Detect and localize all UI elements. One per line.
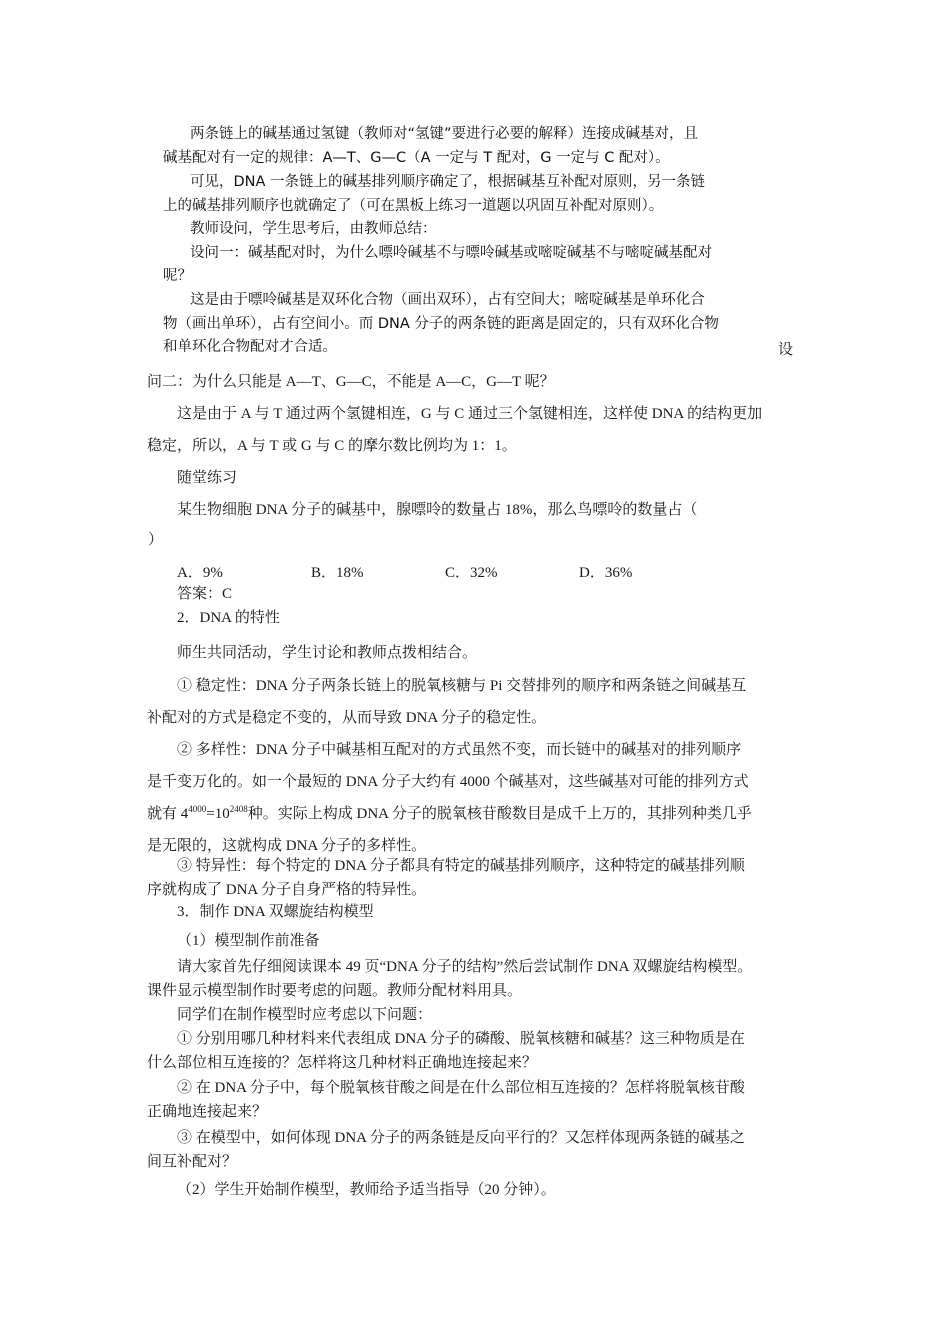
stability-line: ① 稳定性：DNA 分子两条长链上的脱氧核糖与 Pi 交替排列的顺序和两条链之间碱基互 <box>177 678 747 694</box>
specificity-line: 序就构成了 DNA 分子自身严格的特异性。 <box>147 882 427 898</box>
diversity-line: 是无限的，这就构成 DNA 分子的多样性。 <box>147 838 427 854</box>
option-d: D．36% <box>579 565 633 581</box>
scan-line: 上的碱基排列顺序也就确定了（可在黑板上练习一道题以巩固互补配对原则）。 <box>163 198 664 214</box>
question-line: 正确地连接起来？ <box>147 1104 268 1120</box>
section-title: 3．制作 DNA 双螺旋结构模型 <box>177 904 374 920</box>
question-line: 什么部位相互连接的？怎样将这几种材料正确地连接起来？ <box>147 1055 538 1071</box>
section-title: 2．DNA 的特性 <box>177 610 280 626</box>
scan-line: 教师设问，学生思考后，由教师总结： <box>190 221 437 237</box>
diversity-line: 是千变万化的。如一个最短的 DNA 分子大约有 4000 个碱基对，这些碱基对可能的排列方式 <box>147 774 749 790</box>
scan-line: 可见，DNA 一条链上的碱基排列顺序确定了，根据碱基互补配对原则，另一条链 <box>190 174 706 190</box>
diversity-line: ② 多样性：DNA 分子中碱基相互配对的方式虽然不变，而长链中的碱基对的排列顺序 <box>177 742 742 758</box>
trailing-char: 设 <box>778 342 794 358</box>
text-fragment: =10 <box>206 806 230 822</box>
option-a: A．9% <box>177 565 223 581</box>
specificity-line: ③ 特异性：每个特定的 DNA 分子都具有特定的碱基排列顺序，这种特定的碱基排列顺 <box>177 858 745 874</box>
scan-line: 碱基配对有一定的规律：A—T、G—C（A 一定与 T 配对，G 一定与 C 配对）。 <box>163 150 670 166</box>
scan-line: 设问一：碱基配对时，为什么嘌呤碱基不与嘌呤碱基或嘧啶碱基不与嘧啶碱基配对 <box>190 245 712 261</box>
prep-line: 请大家首先仔细阅读课本 49 页“DNA 分子的结构”然后尝试制作 DNA 双螺旋结构模型。 <box>177 959 753 975</box>
diversity-line <box>147 804 752 824</box>
answer: 答案：C <box>177 586 233 602</box>
practice-paren: ） <box>148 532 164 548</box>
question-two: 问二：为什么只能是 A—T、G—C，不能是 A—C，G—T 呢？ <box>147 374 555 390</box>
answer-line: 这是由于 A 与 T 通过两个氢键相连，G 与 C 通过三个氢键相连，这样使 DNA 的结构更加 <box>177 406 763 422</box>
scan-line: 这是由于嘌呤碱基是双环化合物（画出双环），占有空间大；嘧啶碱基是单环化合 <box>190 292 705 308</box>
scan-line: 和单环化合物配对才合适。 <box>163 339 337 355</box>
question-line: ② 在 DNA 分子中，每个脱氧核苷酸之间是在什么部位相互连接的？怎样将脱氧核苷酸 <box>177 1080 745 1096</box>
option-b: B．18% <box>311 565 364 581</box>
step-two: （2）学生开始制作模型，教师给予适当指导（20 分钟）。 <box>177 1182 556 1198</box>
scan-line: 呢？ <box>163 268 192 284</box>
text-fragment: 就有 4 <box>147 806 189 822</box>
answer-line: 稳定，所以，A 与 T 或 G 与 C 的摩尔数比例均为 1：1。 <box>147 438 517 454</box>
scan-line: 两条链上的碱基通过氢键（教师对“氢键”要进行必要的解释）连接成碱基对，且 <box>190 126 699 142</box>
superscript: 2408 <box>229 804 248 814</box>
superscript: 4000 <box>188 804 207 814</box>
option-c: C．32% <box>445 565 498 581</box>
stability-line: 补配对的方式是稳定不变的，从而导致 DNA 分子的稳定性。 <box>147 710 547 726</box>
practice-question: 某生物细胞 DNA 分子的碱基中，腺嘌呤的数量占 18%，那么鸟嘌呤的数量占（ <box>177 502 698 518</box>
prep-line: 课件显示模型制作时要考虑的问题。教师分配材料用具。 <box>147 983 523 999</box>
scan-line: 物（画出单环），占有空间小。而 DNA 分子的两条链的距离是固定的，只有双环化合物 <box>163 316 719 332</box>
question-line: ③ 在模型中，如何体现 DNA 分子的两条链是反向平行的？又怎样体现两条链的碱基之 <box>177 1130 745 1146</box>
text-fragment: 种。实际上构成 DNA 分子的脱氧核苷酸数目是成千上万的，其排列种类几乎 <box>247 806 752 822</box>
question-line: ① 分别用哪几种材料来代表组成 DNA 分子的磷酸、脱氧核糖和碱基？这三种物质是在 <box>177 1031 745 1047</box>
section-intro: 师生共同活动，学生讨论和教师点拨相结合。 <box>177 645 478 661</box>
consider-line: 同学们在制作模型时应考虑以下问题： <box>177 1007 433 1023</box>
question-line: 间互补配对？ <box>147 1154 238 1170</box>
practice-title: 随堂练习 <box>177 470 238 486</box>
subsection-title: （1）模型制作前准备 <box>177 933 320 949</box>
